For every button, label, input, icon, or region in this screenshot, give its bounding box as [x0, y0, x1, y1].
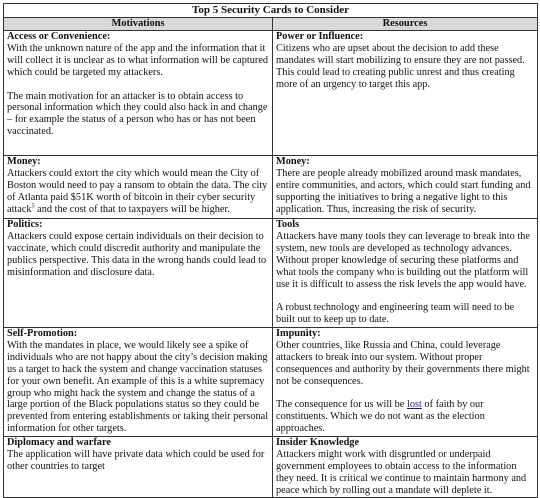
- table-title: Top 5 Security Cards to Consider: [4, 4, 538, 18]
- card-paragraph: There are people already mobilized around mask mandates, entire communities, and actors, which could start funding and supporting the initiatives to bring a negative light to this application. Thus, increasing the risk of security.: [276, 167, 531, 215]
- card-paragraph: Attackers might work with disgruntled or underpaid government employees to obtain access to the information they need. It is critical we continue to maintain harmony and peace which by rolling out a mandate will deplete it.: [276, 448, 527, 496]
- card-heading: Politics:: [7, 219, 43, 230]
- card-paragraph: Citizens who are upset about the decision to add these mandates will start mobilizing to ensure they are not passed. This could lead to creating public unrest and thus creating more of an urgency to target this app.: [276, 42, 525, 90]
- table-row: [4, 31, 538, 156]
- security-cards-table: [3, 3, 538, 498]
- card-paragraph: [276, 399, 534, 435]
- card-heading: Money:: [276, 156, 310, 167]
- header-motivations: Motivations: [4, 18, 273, 31]
- cell-tools: [273, 219, 538, 328]
- cell-politics: [4, 219, 273, 328]
- table-row: [4, 328, 538, 437]
- card-heading: Access or Convenience:: [7, 31, 111, 42]
- card-text: Attackers could extort the city which would mean the City of Boston would need to pay a ransom to obtain the data. The city of Atlanta paid $51K worth of bitcoin in their cyber security attack: [7, 167, 268, 215]
- card-paragraph: Other countries, like Russia and China, could leverage attackers to break into our system. Without proper consequences and authority by their governments there might not be consequences.: [276, 339, 530, 387]
- card-heading: Self-Promotion:: [7, 328, 78, 339]
- card-text: and the cost of that to taxpayers will be higher.: [34, 203, 230, 215]
- card-paragraph: The main motivation for an attacker is to obtain access to personal information which they could also hack in and change – for example the status of a person who has or has not been vaccinated.: [7, 90, 268, 138]
- card-paragraph: Attackers have many tools they can leverage to break into the system, new tools are developed as technology advances. Without proper knowledge of securing these platforms and what tools the company who is building out the platform will use it is difficult to assess the risk levels the app would have.: [276, 230, 530, 290]
- table-title-row: [4, 4, 538, 18]
- cell-diplomacy-warfare: [4, 437, 273, 498]
- card-heading: Impunity:: [276, 328, 321, 339]
- card-text: The consequence for us will be: [276, 399, 407, 411]
- card-heading: Insider Knowledge: [276, 437, 360, 448]
- card-heading: Tools: [276, 219, 300, 230]
- table-row: [4, 437, 538, 498]
- footnote-marker: 5: [31, 203, 35, 210]
- table-row: [4, 219, 538, 328]
- card-paragraph: The application will have private data which could be used for other countries to target: [7, 448, 265, 472]
- card-paragraph: [7, 168, 269, 216]
- cell-insider-knowledge: [273, 437, 538, 498]
- table-header-row: [4, 18, 538, 31]
- cell-impunity: [273, 328, 538, 437]
- table-row: [4, 156, 538, 219]
- card-paragraph: With the mandates in place, we would likely see a spike of individuals who are not happy about the city’s decision making us a target to hack the system and change vaccination statuses for your own benefit. An example of this is a white supremacy group who might hack the system and change the status of a large portion of the Black populations status so they could be prevented from entering establishments or taking their personal information for other targets.: [7, 339, 269, 435]
- cell-money-left: [4, 156, 273, 219]
- card-paragraph: Attackers could expose certain individuals on their decision to vaccinate, which could discredit authority and manipulate the publics perspective. This data in the wrong hands could lead to misinformation and disclosure data.: [7, 230, 267, 278]
- card-heading: Diplomacy and warfare: [7, 437, 111, 448]
- card-paragraph: A robust technology and engineering team will need to be built out to keep up to date.: [276, 302, 515, 326]
- card-heading: Power or Influence:: [276, 31, 364, 42]
- card-paragraph: With the unknown nature of the app and the information that it will collect it is unclear as to what information will be captured which could be targeted my attackers.: [7, 42, 269, 78]
- underlined-word: lost: [406, 399, 422, 411]
- card-text: of faith by our constituents. Which we do not want as the election approaches.: [276, 399, 485, 435]
- cell-money-right: [273, 156, 538, 219]
- card-heading: Money:: [7, 156, 41, 167]
- header-resources: Resources: [273, 18, 538, 31]
- cell-power-influence: [273, 31, 538, 156]
- cell-self-promotion: [4, 328, 273, 437]
- cell-access-convenience: [4, 31, 273, 156]
